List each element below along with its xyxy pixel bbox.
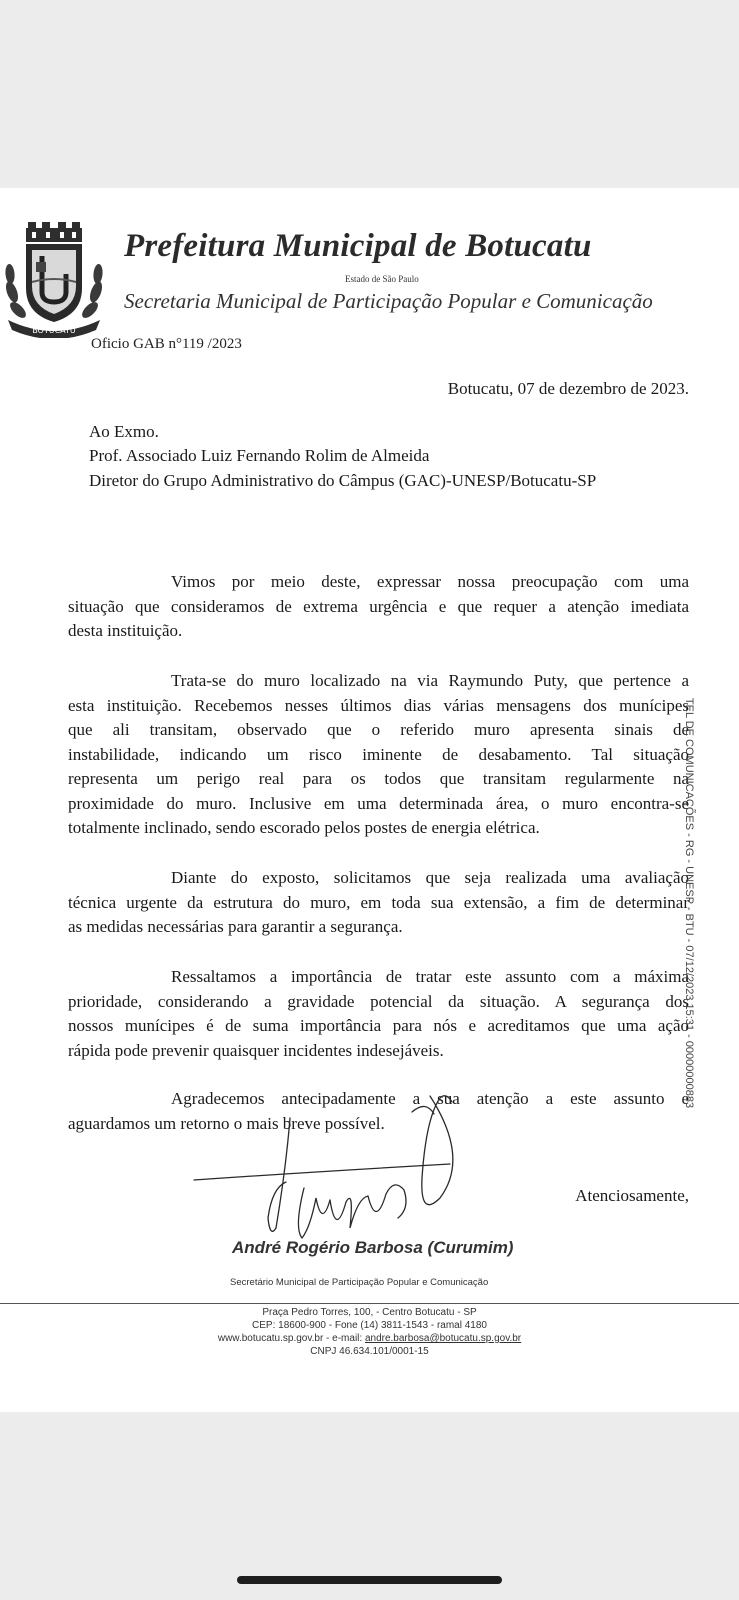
paragraph-line: rápida pode prevenir quaisquer incidentes indesejáveis.: [68, 1040, 444, 1060]
paragraph-line: representa um perigo real para os todos que transitam regularmente na: [68, 769, 689, 788]
paragraph-line: prioridade, considerando a gravidade potencial da situação. A segurança dos: [68, 991, 689, 1011]
header-title: Prefeitura Municipal de Botucatu: [124, 228, 592, 264]
paragraph-line: totalmente inclinado, sendo escorado pelos postes de energia elétrica.: [68, 818, 540, 837]
paragraph-line: Agradecemos antecipadamente a sua atenção a este assunto e: [171, 1089, 689, 1108]
footer-divider: [0, 1303, 739, 1304]
paragraph-line: Ressaltamos a importância de tratar este assunto com a máxima: [171, 967, 689, 986]
letter-date: Botucatu, 07 de dezembro de 2023.: [447, 379, 689, 398]
protocol-stamp: [681, 697, 697, 1109]
paragraph-line: Diante do exposto, solicitamos que seja realizada uma avaliação: [171, 868, 689, 887]
header-state: Estado de São Paulo: [345, 274, 419, 284]
paragraph-line: aguardamos um retorno o mais breve possível.: [68, 1113, 385, 1133]
body-paragraph-2: [68, 669, 689, 841]
paragraph-line: esta instituição. Recebemos nesses últimos dias várias mensagens dos munícipes: [68, 695, 689, 715]
paragraph-line: Trata-se do muro localizado na via Raymundo Puty, que pertence a: [171, 671, 689, 690]
oficio-number: Oficio GAB n°119 /2023: [91, 336, 242, 352]
paragraph-line: desta instituição.: [68, 621, 183, 640]
paragraph-line: nossos munícipes é de suma importância para nós e acreditamos que uma ação: [68, 1016, 689, 1035]
body-paragraph-1: [68, 570, 689, 644]
footer-web: www.botucatu.sp.gov.br - e-mail:: [217, 1333, 365, 1344]
recipient-role: Diretor do Grupo Administrativo do Câmpus (GAC)-UNESP/Botucatu-SP: [89, 471, 597, 490]
closing-text: Atenciosamente,: [575, 1186, 689, 1205]
footer-phone: CEP: 18600-900 - Fone (14) 3811-1543 - ramal 4180: [252, 1320, 487, 1331]
bottom-bar: [0, 1412, 739, 1600]
footer-address: Praça Pedro Torres, 100, - Centro Botucatu - SP: [262, 1307, 477, 1318]
recipient-salutation: Ao Exmo.: [89, 422, 159, 441]
paragraph-line: proximidade do muro. Inclusive em uma determinada área, o muro encontra-se: [68, 793, 689, 813]
document-page: [0, 188, 739, 1412]
svg-text:BOTUCATU: BOTUCATU: [32, 326, 76, 335]
paragraph-line: instabilidade, indicando um risco iminente de desabamento. Tal situação: [68, 744, 689, 764]
footer-cnpj: CNPJ 46.634.101/0001-15: [310, 1346, 429, 1357]
body-paragraph-3: [68, 866, 689, 940]
body-paragraph-4: [68, 965, 689, 1063]
paragraph-line: Vimos por meio deste, expressar nossa preocupação com uma: [171, 572, 689, 591]
paragraph-line: situação que consideramos de extrema urgência e que requer a atenção imediata: [68, 596, 689, 616]
signatory-role: Secretário Municipal de Participação Popular e Comunicação: [230, 1277, 489, 1288]
protocol-stamp-text: TEL DE COMUNICAÇÕES - RG - UNESP - BTU - 07/12/2023 15:31 - 00000000883: [683, 697, 695, 1109]
top-bar: [0, 0, 739, 188]
home-indicator[interactable]: [237, 1576, 502, 1584]
paragraph-line: as medidas necessárias para garantir a segurança.: [68, 917, 403, 936]
signatory-name: André Rogério Barbosa (Curumim): [232, 1238, 514, 1257]
header-secretariat: Secretaria Municipal de Participação Popular e Comunicação: [124, 289, 653, 313]
paragraph-line: que ali transitam, observado que o referido muro apresenta sinais de: [68, 720, 689, 739]
footer-email-link[interactable]: andre.barbosa@botucatu.sp.gov.br: [364, 1333, 522, 1344]
recipient-name: Prof. Associado Luiz Fernando Rolim de Almeida: [89, 446, 430, 465]
municipal-crest-logo: [2, 222, 106, 338]
footer-contact: [0, 1333, 739, 1344]
paragraph-line: técnica urgente da estrutura do muro, em toda sua extensão, a fim de determinar: [68, 892, 689, 912]
